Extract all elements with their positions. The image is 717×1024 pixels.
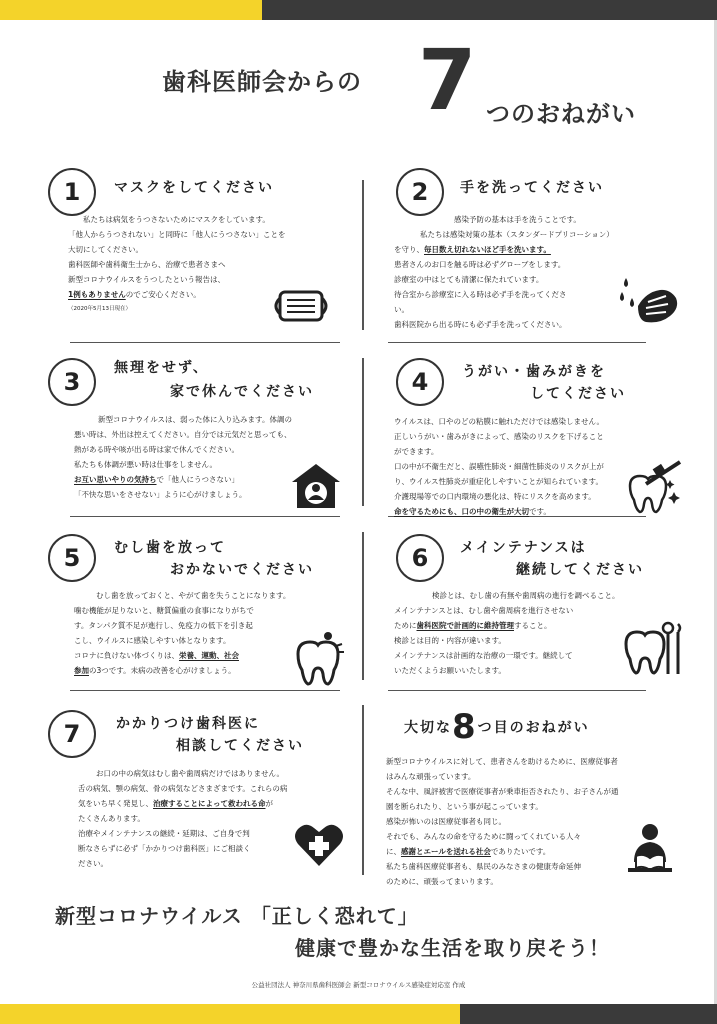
- divider-horizontal: [70, 516, 340, 517]
- item-5-heading-line2: おかないでください: [170, 562, 314, 578]
- item-7-heading-line1: かかりつけ歯科医に: [116, 716, 260, 732]
- tooth-brushing-icon: [626, 458, 684, 514]
- slogan-line-2: 健康で豊かな生活を取り戻そう！: [295, 936, 610, 960]
- item-3-body: 新型コロナウイルスは、弱った体に入り込みます。体調の 悪い時は、外出は控えてください。自分では元気だと思っても、 熱がある時や咳が出る時は家で休んでください。 私たちも体調が悪い時は仕事をしません。 お互い思いやりの気持ちで「他人にうつさない」 「不快な思いをさせない」ように心がけましょう。: [74, 415, 292, 499]
- item-2-number: 2: [396, 168, 444, 216]
- item-3-heading-line1: 無理をせず、: [114, 360, 209, 376]
- item-7-number: 7: [48, 710, 96, 758]
- divider-horizontal: [70, 342, 340, 343]
- dental-tools-icon: [622, 620, 684, 676]
- divider-horizontal: [70, 690, 340, 691]
- slogan-line-1: 新型コロナウイルス 「正しく恐れて」: [55, 904, 419, 928]
- item-6-body: 検診とは、むし歯の有無や歯周病の進行を調べること。 メインテナンスとは、むし歯や歯周病を進行させない ために歯科医院で計画的に維持管理すること。 検診とは目的・内容が違います。 メインテナンスは計画的な治療の一環です。継続して いただくようお願いいたします。: [394, 591, 620, 675]
- bottom-yellow-bar: [0, 1004, 460, 1024]
- item-8-body: 新型コロナウイルスに対して、患者さんを助けるために、医療従事者 はみんな頑張っています。 そんな中、風評被害で医療従事者が乗車拒否されたり、お子さんが通 園を断られたり、という事が起こっています。 感染が怖いのは医療従事者も同じ。 それでも、みんなの命を守るために闘ってくれている人々 に、感謝とエールを送れる社会でありたいです。 私たち歯科医療従事者も、県民のみなさまの健康寿命延伸 のために、頑張ってまいります。: [386, 757, 619, 886]
- item-7-heading-line2: 相談してください: [176, 738, 304, 754]
- divider-vertical: [362, 532, 364, 680]
- title-number: 7: [418, 31, 477, 129]
- item-1-number: 1: [48, 168, 96, 216]
- item-8-heading: 大切な8つ目のおねがい: [404, 707, 590, 747]
- item-6-heading-line2: 継続してください: [516, 562, 644, 578]
- divider-horizontal: [388, 342, 646, 343]
- item-5-number: 5: [48, 534, 96, 582]
- mask-icon: [270, 286, 332, 326]
- item-6-number: 6: [396, 534, 444, 582]
- item-1-body: 私たちは病気をうつさないためにマスクをしています。 「他人からうつされない」と同時に「他人にうつさない」ことを 大切にしてください。 歯科医師や歯科衛生士から、治療で患者さまへ 新型コロナウイルスをうつしたという報告は、 1例もありませんのでご安心ください。 （2020年5月13日現在）: [68, 215, 286, 312]
- item-4-heading-line2: してください: [530, 386, 626, 402]
- item-4-number: 4: [396, 358, 444, 406]
- divider-vertical: [362, 180, 364, 330]
- top-dark-bar: [262, 0, 717, 20]
- divider-vertical: [362, 358, 364, 506]
- title-left: 歯科医師会からの: [162, 68, 362, 96]
- footer-credit: 公益社団法人 神奈川県歯科医師会 新型コロナウイルス感染症対応室 作成: [251, 981, 466, 989]
- item-5-body: むし歯を放っておくと、やがて歯を失うことになります。 噛む機能が足りないと、糖質偏重の食事になりがちで す。タンパク質不足が進行し、免疫力の低下を引き起 こし、ウイルスに感染しやすい体となります。 コロナに負けない体づくりは、栄養、運動、社会 参加の3つです。未病の改善を心がけましょう。: [74, 591, 291, 675]
- heart-cross-icon: [294, 822, 344, 868]
- divider-horizontal: [388, 690, 646, 691]
- divider-vertical: [362, 705, 364, 875]
- item-5-heading-line1: むし歯を放って: [114, 540, 226, 556]
- item-4-heading-line1: うがい・歯みがきを: [462, 364, 606, 380]
- item-3-heading-line2: 家で休んでください: [170, 384, 314, 400]
- item-1-heading: マスクをしてください: [114, 180, 274, 196]
- hand-washing-icon: [618, 272, 682, 332]
- top-yellow-bar: [0, 0, 262, 20]
- person-reading-icon: [624, 822, 676, 874]
- item-2-heading: 手を洗ってください: [460, 180, 604, 196]
- item-7-body: お口の中の病気はむし歯や歯周病だけではありません。 舌の病気、顎の病気、骨の病気などさまざまです。これらの病 気をいち早く発見し、治療することによって救われる命が たくさんあります。 治療やメインテナンスの継続・延期は、ご自身で判 断なさらずに必ず「かかりつけ歯科医」にご相談く ださい。: [78, 769, 288, 868]
- item-4-body: ウイルスは、口やのどの粘膜に触れただけでは感染しません。 正しいうがい・歯みがきによって、感染のリスクを下げること ができます。 口の中が不衛生だと、誤嚥性肺炎・細菌性肺炎のリスクが上が り、ウイルス性肺炎が重症化しやすいことが知られています。 介護現場等での口内環境の悪化は、特にリスクを高めます。 命を守るためにも、口の中の衛生が大切です。: [394, 417, 604, 516]
- bottom-dark-bar: [460, 1004, 717, 1024]
- item-6-heading-line1: メインテナンスは: [460, 540, 587, 556]
- title-right: つのおねがい: [486, 100, 636, 128]
- item-3-number: 3: [48, 358, 96, 406]
- item-2-body: 感染予防の基本は手を洗うことです。 私たちは感染対策の基本（スタンダードプリコーション） を守り、毎日数え切れないほど手を洗います。 患者さんのお口を触る時は必ずグローブをします。 診療室の中はとても清潔に保たれています。 待合室から診療室に入る時は必ず手を洗ってくださ い。 歯科医院から出る時にも必ず手を洗ってください。: [394, 215, 614, 329]
- decayed-tooth-icon: [292, 630, 346, 686]
- stay-home-icon: [290, 462, 342, 510]
